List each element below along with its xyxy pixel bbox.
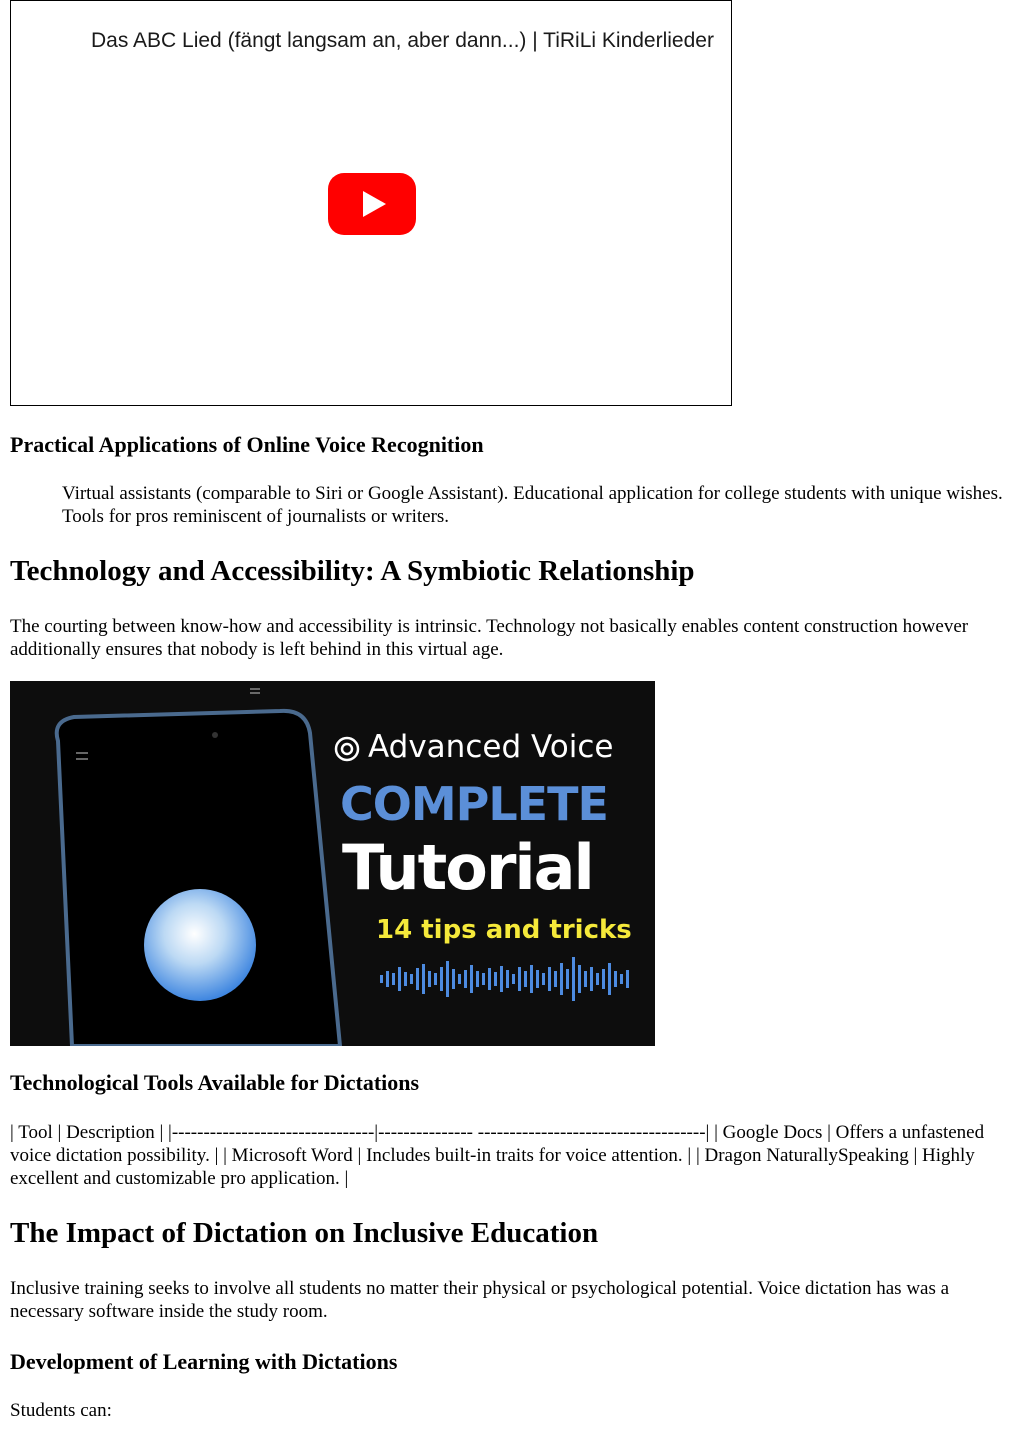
voice-orb-icon [144,889,256,1001]
paragraph: Inclusive training seeks to involve all students no matter their physical or psychological potential. Voice dictation has was a necessary software inside the study room. [10,1278,950,1322]
section-heading: Technological Tools Available for Dictations [10,1070,420,1095]
section-heading: Practical Applications of Online Voice Recognition [10,432,484,457]
section-heading: Development of Learning with Dictations [10,1349,398,1374]
youtube-play-icon[interactable] [328,173,416,235]
paragraph: Students can: [10,1400,112,1421]
paragraph: The courting between know-how and accessibility is intrinsic. Technology not basically enables content construction however additionally ensures that nobody is left behind in this virtual age. [10,616,969,660]
thumbnail-brand: Advanced Voice [368,729,614,765]
thumbnail-line2: Tutorial [342,831,593,904]
tutorial-thumbnail [10,681,655,1046]
thumbnail-line3: 14 tips and tricks [376,915,632,945]
thumbnail-line1: COMPLETE [340,777,608,831]
openai-logo-icon [336,738,358,760]
markdown-table-text: | Tool | Description | |--------------------------------|--------------- ------------------------------------| | Google Docs | Offers a unfastened voice dictation possibility. | | Microsoft Word | Includes built-in traits for voice attention. | | Dragon NaturallySpeaking | Highly excellent and customizable pro application. | [10,1122,985,1189]
blockquote-text: Virtual assistants (comparable to Siri or Google Assistant). Educational application for college students with unique wishes. Tools for pros reminiscent of journalists or writers. [62,483,1003,527]
section-heading: Technology and Accessibility: A Symbiotic Relationship [10,555,695,587]
section-heading: The Impact of Dictation on Inclusive Education [10,1217,599,1249]
video-title[interactable]: Das ABC Lied (fängt langsam an, aber dann...) | TiRiLi Kinderlieder [91,29,714,52]
waveform-icon [380,957,629,1001]
video-embed[interactable] [10,0,732,406]
